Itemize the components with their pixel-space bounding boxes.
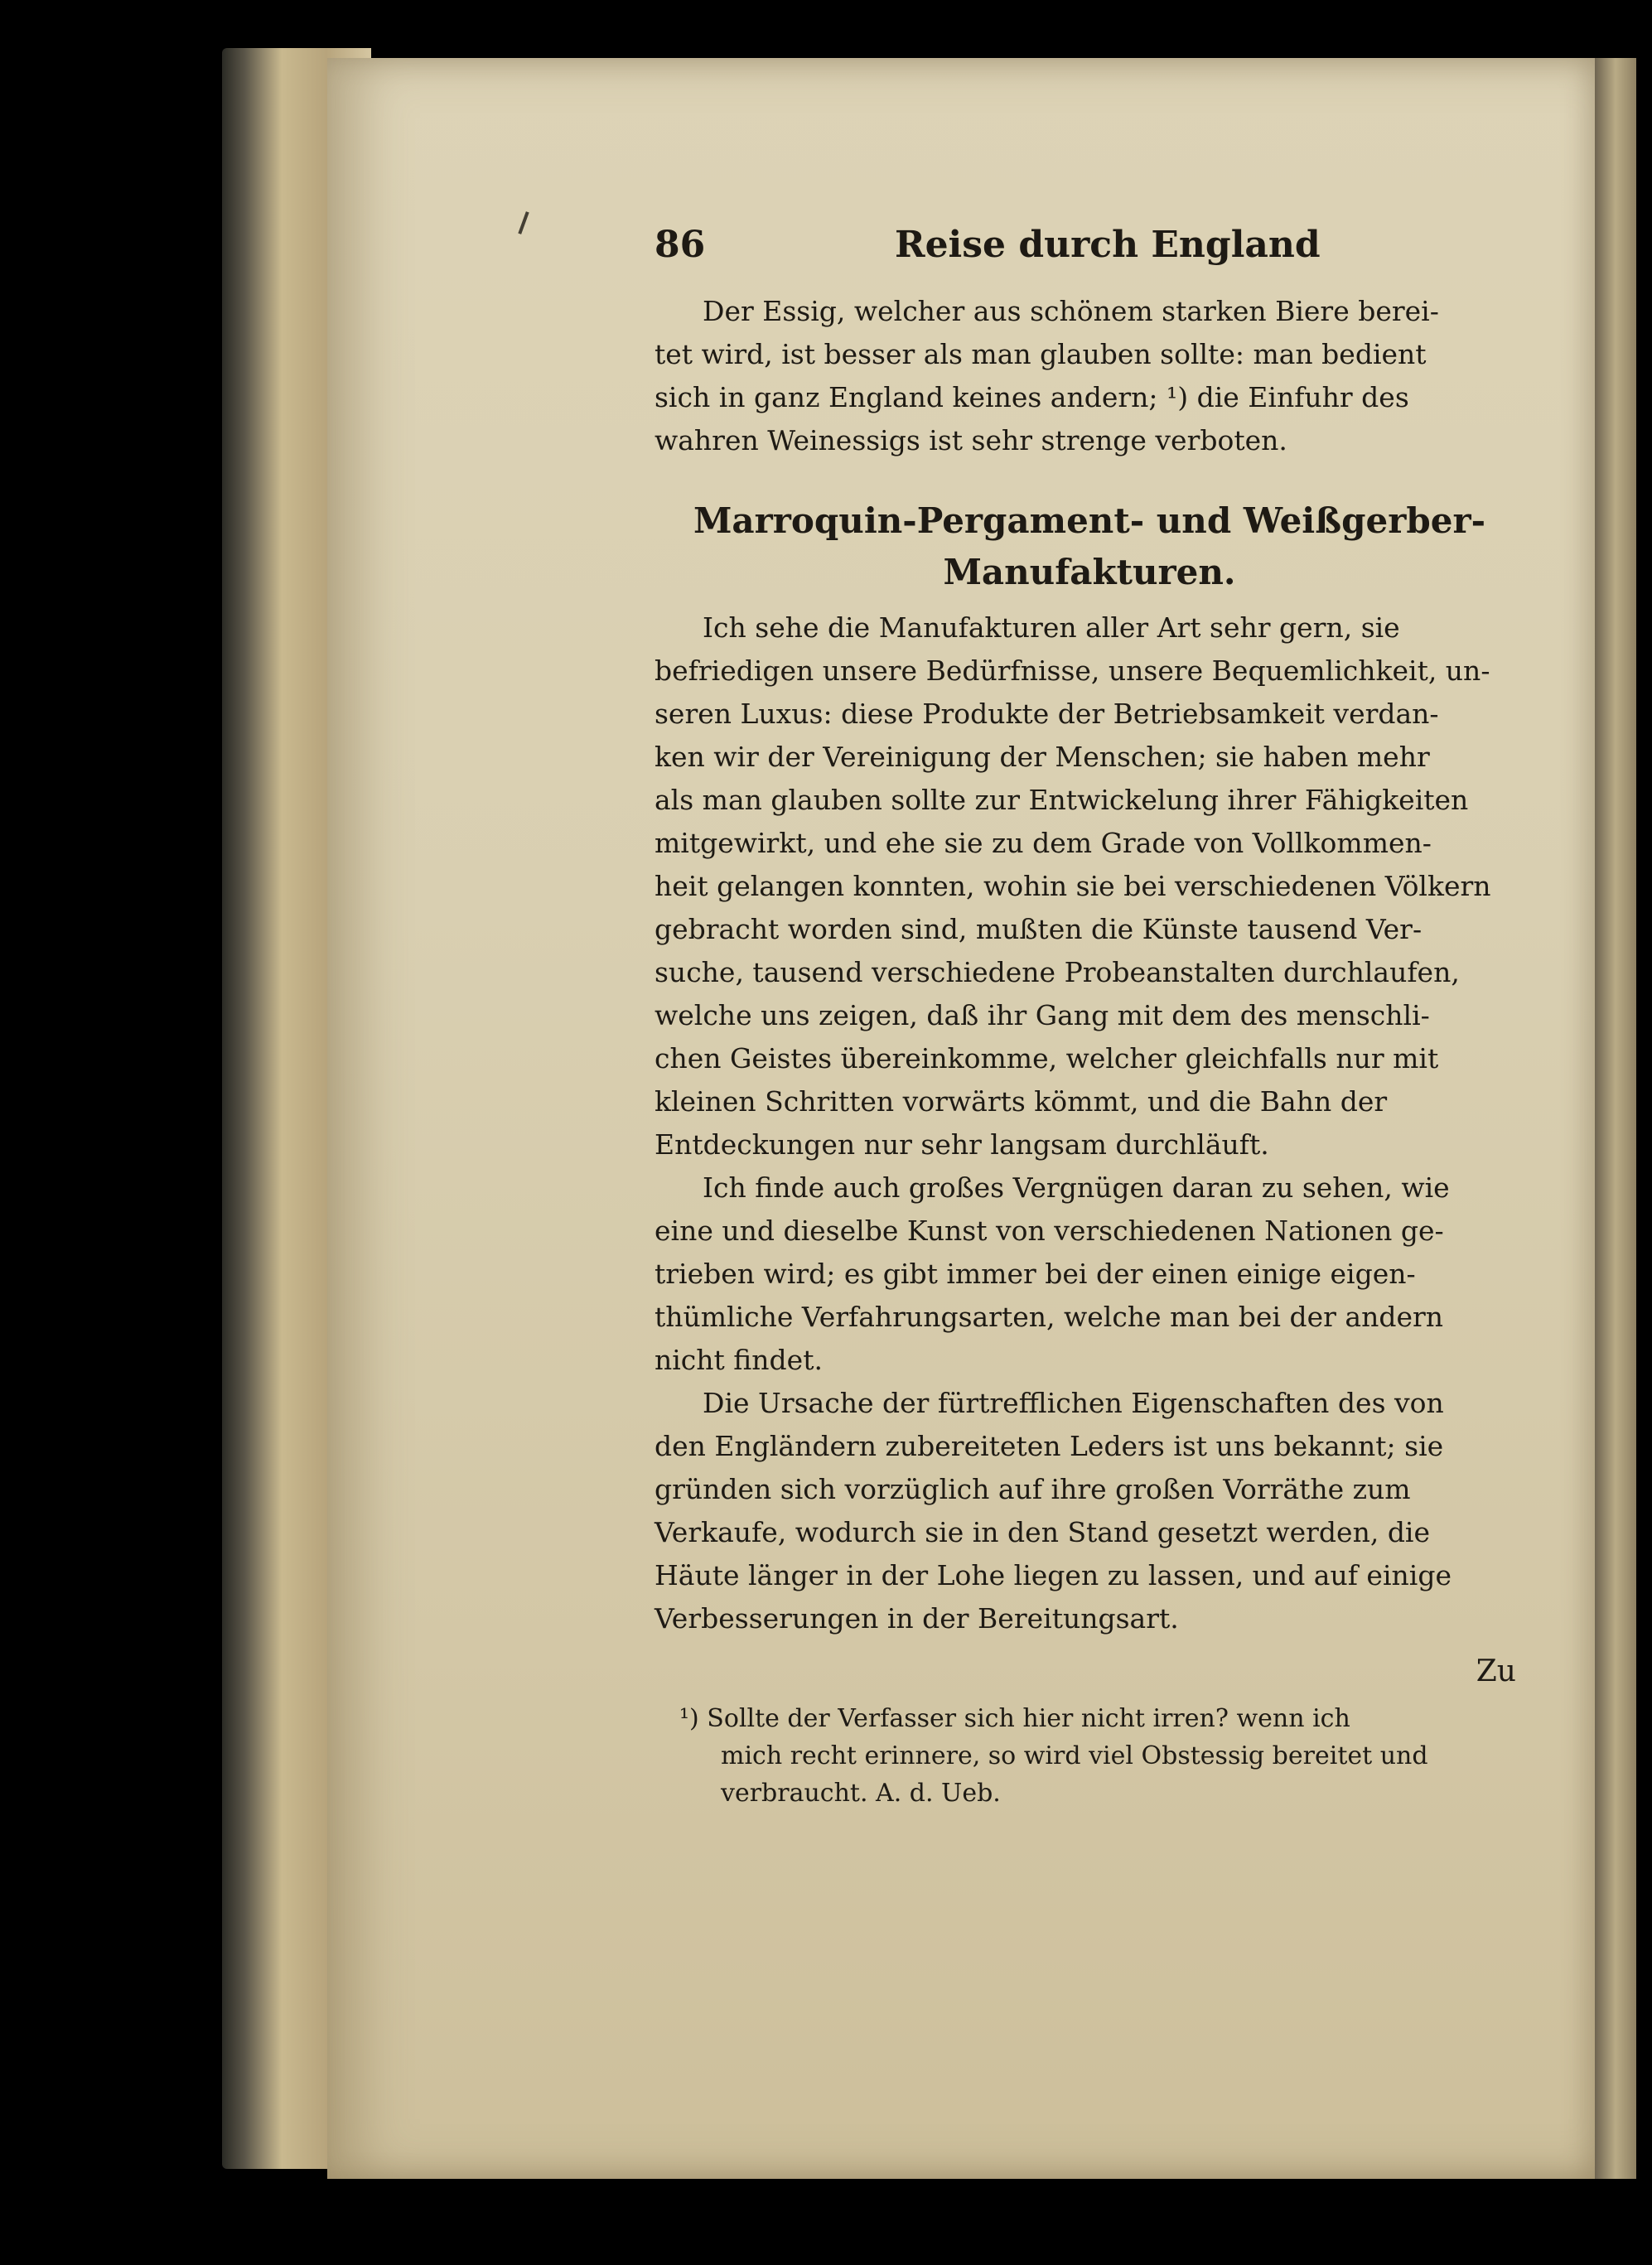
text-line: gebracht worden sind, mußten die Künste tausend Ver- bbox=[655, 913, 1423, 945]
footnote-line: ¹) Sollte der Verfasser sich hier nicht irren? wenn ich bbox=[679, 1704, 1350, 1733]
text-line: Der Essig, welcher aus schönem starken Biere berei- bbox=[703, 295, 1439, 327]
text-line: befriedigen unsere Bedürfnisse, unsere Bequemlichkeit, un- bbox=[655, 654, 1490, 687]
running-head bbox=[655, 224, 1524, 290]
text-line: thümliche Verfahrungsarten, welche man bei der andern bbox=[655, 1301, 1444, 1333]
heading-line: Manufakturen. bbox=[943, 552, 1236, 592]
facing-page-edge bbox=[1595, 58, 1636, 2179]
footnote-line: mich recht erinnere, so wird viel Obstessig bereitet und bbox=[721, 1741, 1428, 1770]
paragraph-2 bbox=[655, 1166, 1524, 1382]
text-line: nicht findet. bbox=[655, 1344, 823, 1376]
text-line: Die Ursache der fürtrefflichen Eigenschaften des von bbox=[703, 1387, 1444, 1419]
paragraph-1 bbox=[655, 606, 1524, 1166]
section-heading bbox=[655, 495, 1524, 598]
paragraph-3 bbox=[655, 1382, 1524, 1640]
text-line: ken wir der Vereinigung der Menschen; sie haben mehr bbox=[655, 741, 1430, 773]
text-line: wahren Weinessigs ist sehr strenge verboten. bbox=[655, 424, 1287, 456]
text-line: den Engländern zubereiteten Leders ist uns bekannt; sie bbox=[655, 1430, 1444, 1462]
page-text bbox=[655, 224, 1524, 1812]
intro-paragraph bbox=[655, 290, 1524, 462]
text-line: welche uns zeigen, daß ihr Gang mit dem des menschli- bbox=[655, 999, 1430, 1031]
text-line: eine und dieselbe Kunst von verschiedenen Nationen ge- bbox=[655, 1215, 1444, 1247]
text-line: kleinen Schritten vorwärts kömmt, und die Bahn der bbox=[655, 1085, 1388, 1118]
text-line: chen Geistes übereinkomme, welcher gleichfalls nur mit bbox=[655, 1042, 1439, 1075]
running-title: Reise durch England bbox=[895, 224, 1321, 266]
text-line: trieben wird; es gibt immer bei der einen einige eigen- bbox=[655, 1258, 1416, 1290]
footnote-line: verbraucht. A. d. Ueb. bbox=[721, 1779, 1001, 1808]
page-number: 86 bbox=[655, 224, 706, 266]
text-line: tet wird, ist besser als man glauben sollte: man bedient bbox=[655, 338, 1427, 370]
text-line: Verkaufe, wodurch sie in den Stand gesetzt werden, die bbox=[655, 1516, 1431, 1548]
catchword: Zu bbox=[1476, 1654, 1516, 1688]
heading-line: Marroquin-Pergament- und Weißgerber- bbox=[693, 500, 1486, 541]
text-line: suche, tausend verschiedene Probeanstalten durchlaufen, bbox=[655, 956, 1460, 988]
text-line: sich in ganz England keines andern; ¹) die Einfuhr des bbox=[655, 381, 1409, 413]
text-line: gründen sich vorzüglich auf ihre großen Vorräthe zum bbox=[655, 1473, 1411, 1505]
text-line: mitgewirkt, und ehe sie zu dem Grade von Vollkommen- bbox=[655, 827, 1432, 859]
text-line: seren Luxus: diese Produkte der Betriebsamkeit verdan- bbox=[655, 698, 1439, 730]
text-line: Ich sehe die Manufakturen aller Art sehr gern, sie bbox=[703, 611, 1400, 644]
footnote bbox=[655, 1700, 1524, 1812]
text-line: Entdeckungen nur sehr langsam durchläuft. bbox=[655, 1128, 1269, 1161]
text-line: heit gelangen konnten, wohin sie bei verschiedenen Völkern bbox=[655, 870, 1491, 902]
text-line: Häute länger in der Lohe liegen zu lassen, und auf einige bbox=[655, 1559, 1452, 1591]
text-line: als man glauben sollte zur Entwickelung ihrer Fähigkeiten bbox=[655, 784, 1469, 816]
text-line: Ich finde auch großes Vergnügen daran zu sehen, wie bbox=[703, 1171, 1450, 1204]
text-line: Verbesserungen in der Bereitungsart. bbox=[655, 1602, 1179, 1635]
